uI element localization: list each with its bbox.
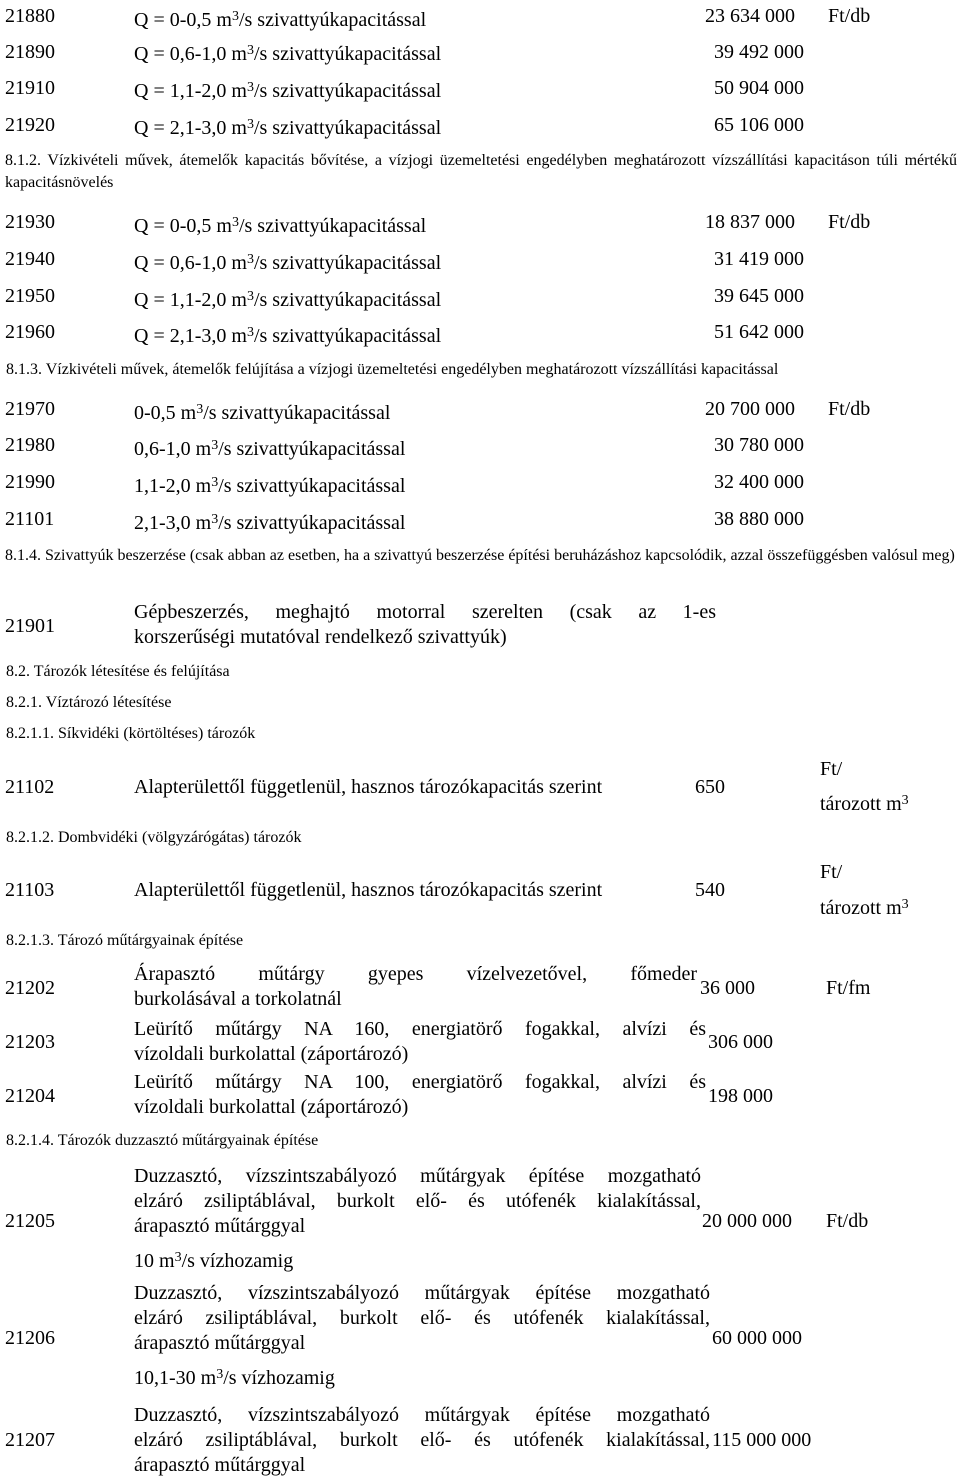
item-code: 21990 — [5, 471, 55, 493]
item-description: 2,1-3,0 $m^3/s$ szivattyúkapacitással — [134, 512, 406, 534]
table-row — [0, 470, 960, 500]
item-price: 65 106 000 — [714, 114, 804, 136]
item-description: Duzzasztó, vízszintszabályozó műtárgyak építése mozgatható elzáró zsiliptáblával, burkolt elő- és utófenék kialakítással, árapasztó műtárggyal 10,1-30 $m^3/s$ vízhozamig — [134, 1282, 710, 1389]
item-price: 20 000 000 — [702, 1210, 792, 1232]
item-code: 21940 — [5, 248, 55, 270]
item-description: Q = 2,1-3,0 $m^3/s$ szivattyúkapacitással — [134, 117, 442, 139]
item-description: Q = 0,6-1,0 $m^3/s$ szivattyúkapacitással — [134, 252, 442, 274]
item-price: 36 000 — [700, 977, 755, 999]
item-code: 21910 — [5, 77, 55, 99]
table-row — [0, 76, 960, 106]
section-heading-8-2-1-3: 8.2.1.3. Tározó műtárgyainak építése — [6, 932, 244, 949]
table-row — [0, 247, 960, 277]
item-code: 21205 — [5, 1210, 55, 1232]
item-description: Leürítő műtárgy NA 160, energiatörő fogakkal, alvízi és vízoldali burkolattal (záportározó) — [134, 1018, 706, 1065]
item-code: 21920 — [5, 114, 55, 136]
section-heading-8-1-3: 8.1.3. Vízkivételi művek, átemelők felújítása a vízjogi üzemeltetési engedélyben meghatározott vízszállítási kapacitással — [6, 361, 779, 378]
table-row — [0, 284, 960, 314]
table-row — [0, 210, 960, 240]
section-heading-8-1-2: 8.1.2. Vízkivételi művek, átemelők kapacitás bővítése, a vízjogi üzemeltetési engedélyben meghatározott vízszállítási kapacitáson túli mértékű kapacitásnövelés — [5, 152, 957, 191]
item-code: 21206 — [5, 1327, 55, 1349]
item-unit: tározott $m^3$ — [820, 793, 909, 815]
table-row — [0, 4, 960, 34]
item-unit: Ft/db — [828, 211, 871, 233]
item-description: Q = 1,1-2,0 $m^3/s$ szivattyúkapacitással — [134, 289, 442, 311]
item-unit: Ft/ — [820, 758, 843, 780]
section-heading-8-2-1-2: 8.2.1.2. Dombvidéki (völgyzárógátas) tározók — [6, 829, 302, 846]
table-row — [0, 320, 960, 350]
item-price: 115 000 000 — [712, 1429, 812, 1451]
item-price: 51 642 000 — [714, 321, 804, 343]
item-code: 21930 — [5, 211, 55, 233]
item-code: 21102 — [5, 776, 55, 798]
item-description: Q = 0-0,5 $m^3/s$ szivattyúkapacitással — [134, 9, 427, 31]
item-price: 31 419 000 — [714, 248, 804, 270]
table-row — [0, 507, 960, 537]
item-price: 30 780 000 — [714, 434, 804, 456]
item-description: Alapterülettől függetlenül, hasznos tározókapacitás szerint — [134, 879, 603, 901]
item-description: Duzzasztó, vízszintszabályozó műtárgyak építése mozgatható elzáró zsiliptáblával, burkolt elő- és utófenék kialakítással, árapasztó műtárggyal 10 $m^3/s$ vízhozamig — [134, 1165, 701, 1272]
section-heading-8-1-4: 8.1.4. Szivattyúk beszerzése (csak abban az esetben, ha a szivattyú beszerzése építési beruházáshoz kapcsolódik, azzal összefüggésben valósul meg) — [5, 547, 955, 564]
item-description: Duzzasztó, vízszintszabályozó műtárgyak építése mozgatható elzáró zsiliptáblával, burkolt elő- és utófenék kialakítással, árapasztó műtárggyal — [134, 1404, 710, 1476]
item-price: 306 000 — [708, 1031, 773, 1053]
section-heading-8-2-1-1: 8.2.1.1. Síkvidéki (körtöltéses) tározók — [6, 725, 256, 742]
item-unit: Ft/ — [820, 861, 843, 883]
table-row — [0, 433, 960, 463]
item-code: 21880 — [5, 5, 55, 27]
item-description: Árapasztó műtárgy gyepes vízelvezetővel, főmeder burkolásával a torkolatnál — [134, 963, 697, 1010]
item-description: Q = 0,6-1,0 $m^3/s$ szivattyúkapacitással — [134, 43, 442, 65]
item-unit: Ft/fm — [826, 977, 871, 999]
item-description: Q = 1,1-2,0 $m^3/s$ szivattyúkapacitással — [134, 80, 442, 102]
item-unit: tározott $m^3$ — [820, 897, 909, 919]
item-code: 21890 — [5, 41, 55, 63]
item-code: 21203 — [5, 1031, 55, 1053]
item-price: 50 904 000 — [714, 77, 804, 99]
item-code: 21204 — [5, 1085, 55, 1107]
item-code: 21207 — [5, 1429, 55, 1451]
item-unit: Ft/db — [826, 1210, 869, 1232]
item-description: 0,6-1,0 $m^3/s$ szivattyúkapacitással — [134, 438, 406, 460]
table-row — [0, 397, 960, 427]
item-price: 23 634 000 — [705, 5, 795, 27]
item-code: 21901 — [5, 615, 55, 637]
item-code: 21960 — [5, 321, 55, 343]
item-price: 32 400 000 — [714, 471, 804, 493]
item-price: 540 — [695, 879, 725, 901]
item-price: 198 000 — [708, 1085, 773, 1107]
item-price: 650 — [695, 776, 725, 798]
item-price: 38 880 000 — [714, 508, 804, 530]
item-price: 39 492 000 — [714, 41, 804, 63]
item-code: 21101 — [5, 508, 55, 530]
section-heading-8-2: 8.2. Tározók létesítése és felújítása — [6, 663, 230, 680]
item-description: Q = 2,1-3,0 $m^3/s$ szivattyúkapacitással — [134, 325, 442, 347]
item-code: 21950 — [5, 285, 55, 307]
item-code: 21980 — [5, 434, 55, 456]
table-row — [0, 40, 960, 70]
table-row — [0, 113, 960, 143]
item-code: 21970 — [5, 398, 55, 420]
item-price: 60 000 000 — [712, 1327, 802, 1349]
item-code: 21103 — [5, 879, 55, 901]
item-price: 39 645 000 — [714, 285, 804, 307]
item-price: 18 837 000 — [705, 211, 795, 233]
item-description: Q = 0-0,5 $m^3/s$ szivattyúkapacitással — [134, 215, 427, 237]
item-unit: Ft/db — [828, 398, 871, 420]
item-description: 1,1-2,0 $m^3/s$ szivattyúkapacitással — [134, 475, 406, 497]
item-description: 0-0,5 $m^3/s$ szivattyúkapacitással — [134, 402, 391, 424]
section-heading-8-2-1-4: 8.2.1.4. Tározók duzzasztó műtárgyainak építése — [6, 1132, 319, 1149]
item-description: Gépbeszerzés, meghajtó motorral szerelten (csak az 1-es korszerűségi mutatóval rendelkező szivattyúk) — [134, 601, 716, 648]
item-code: 21202 — [5, 977, 55, 999]
section-heading-8-2-1: 8.2.1. Víztározó létesítése — [6, 694, 172, 711]
item-price: 20 700 000 — [705, 398, 795, 420]
item-description: Leürítő műtárgy NA 100, energiatörő fogakkal, alvízi és vízoldali burkolattal (záportározó) — [134, 1071, 706, 1118]
item-description: Alapterülettől függetlenül, hasznos tározókapacitás szerint — [134, 776, 603, 798]
item-unit: Ft/db — [828, 5, 871, 27]
